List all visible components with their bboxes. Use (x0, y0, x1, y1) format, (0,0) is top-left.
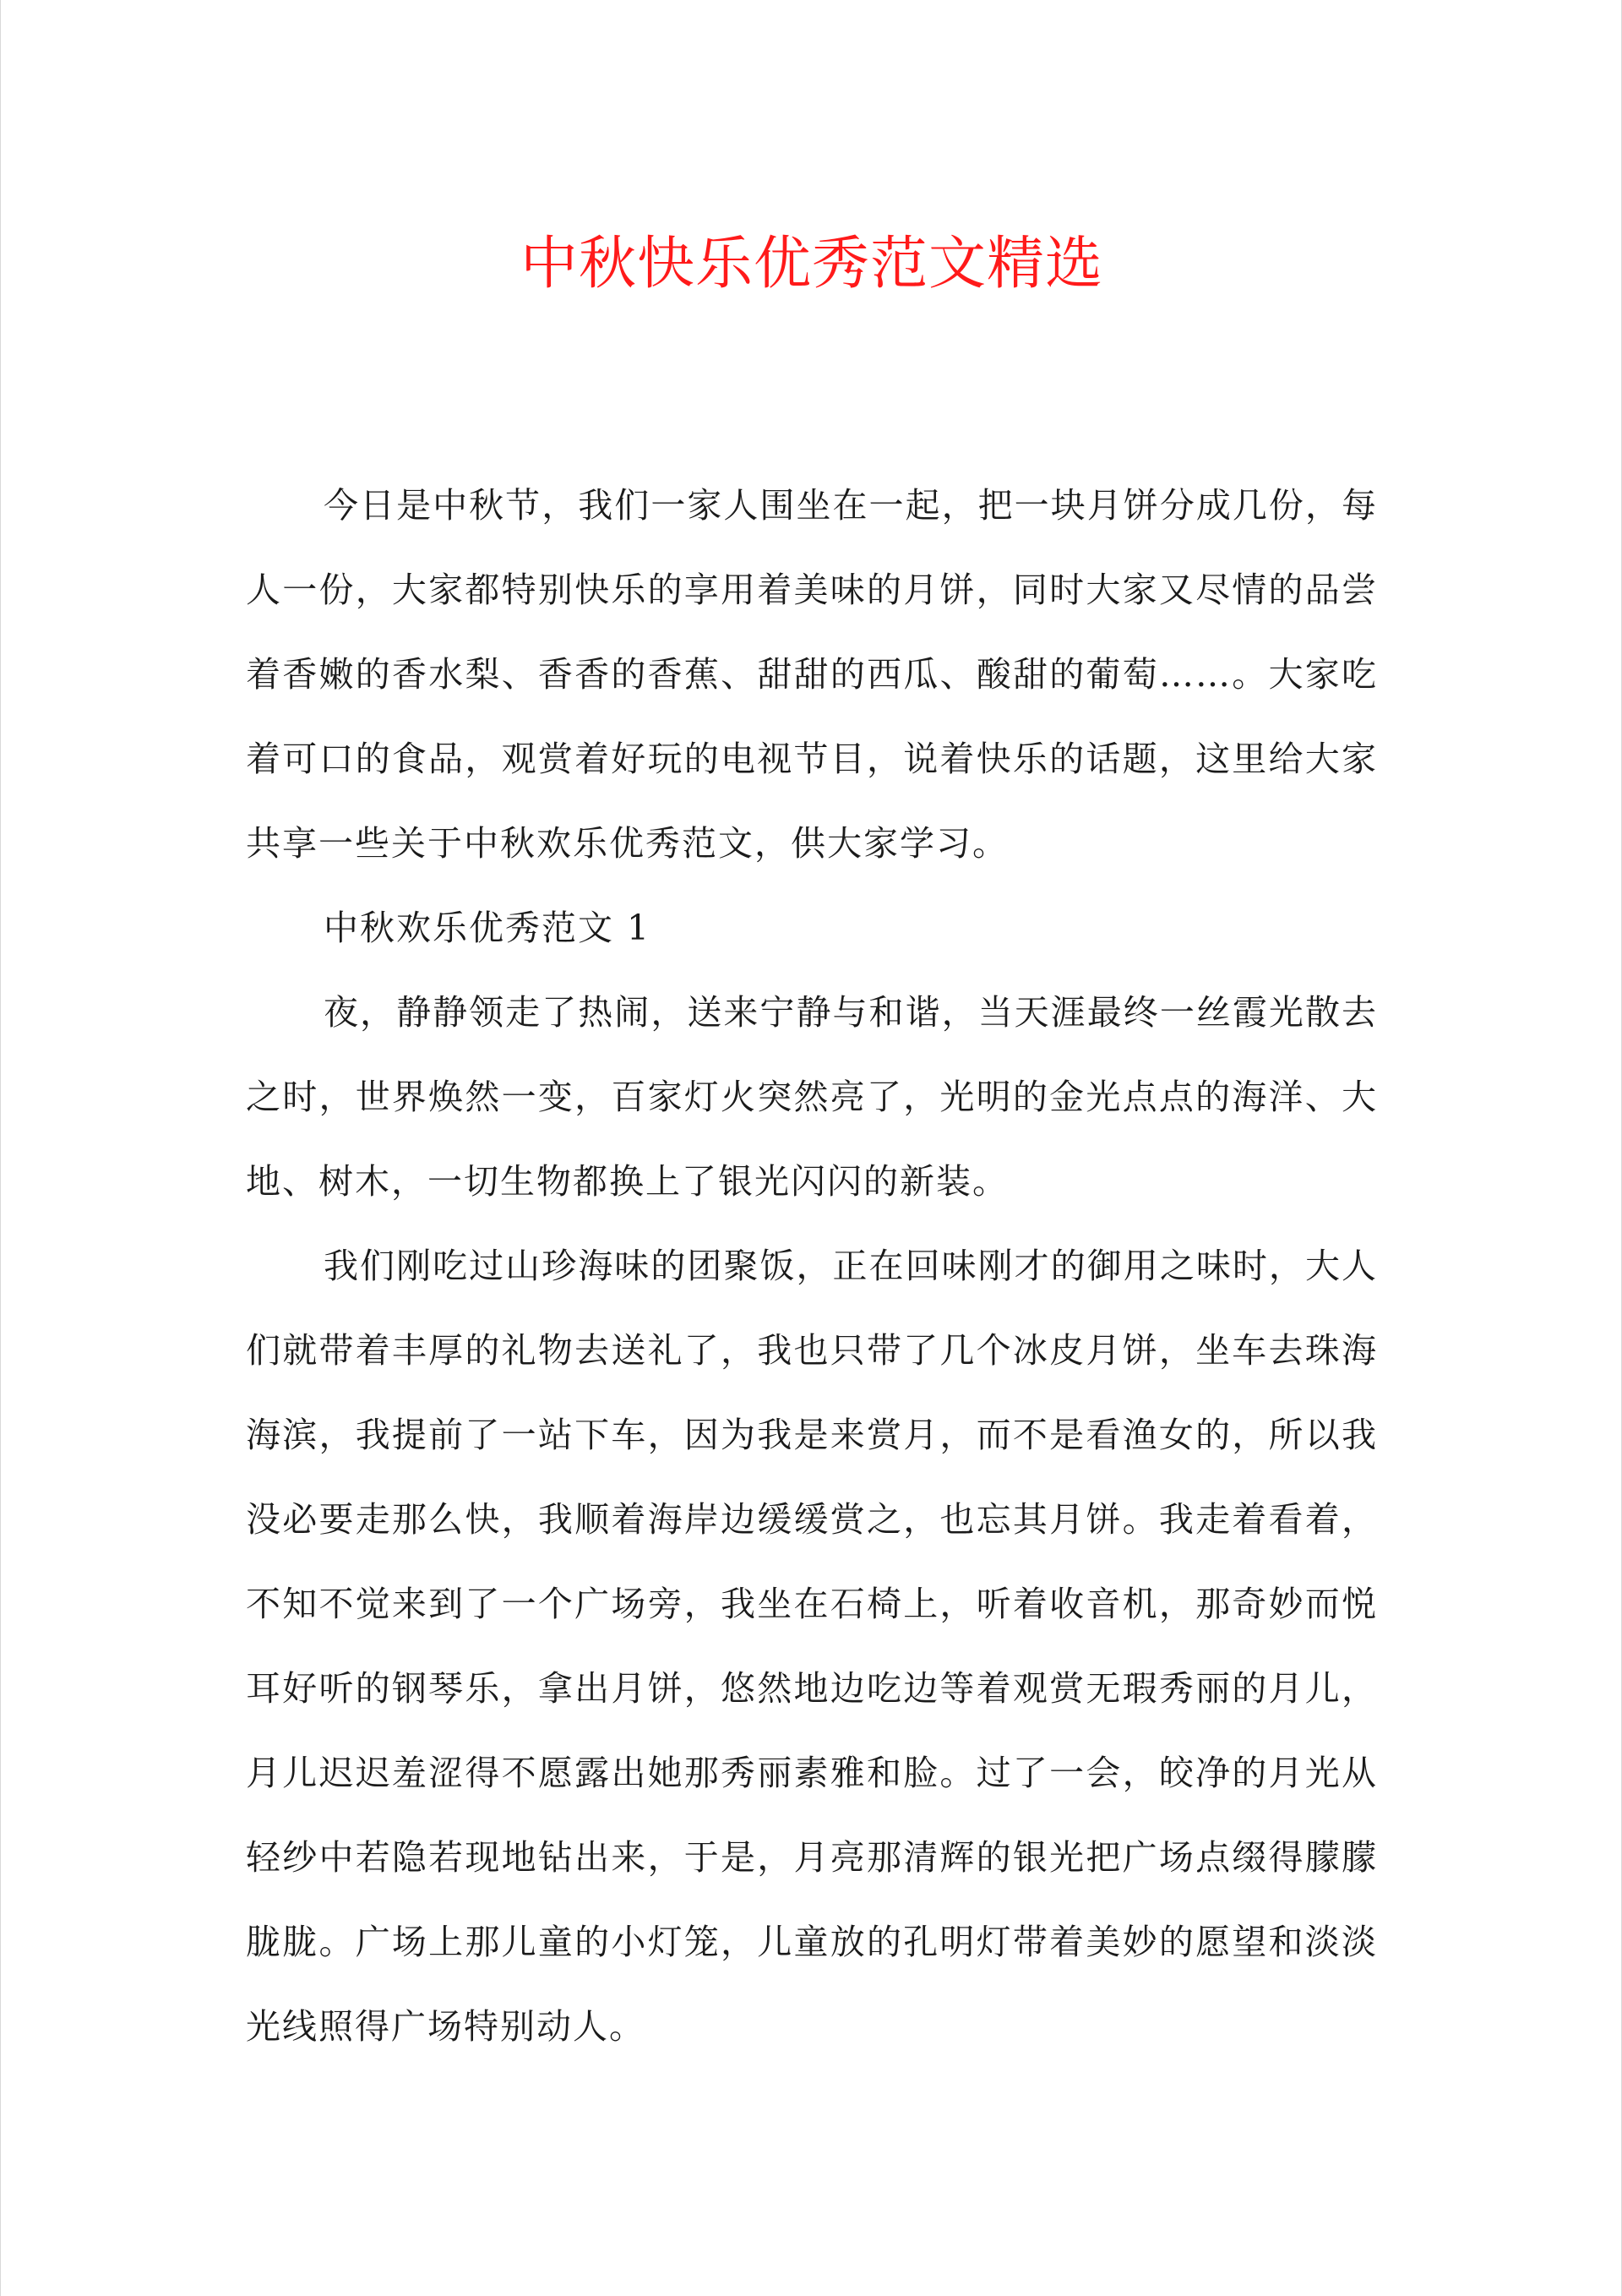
document-title: 中秋快乐优秀范文精选 (520, 231, 1103, 297)
section-heading-1: 中秋欢乐优秀范文 1 (324, 908, 651, 948)
document-body (246, 463, 1378, 2069)
intro-paragraph: 今日是中秋节，我们一家人围坐在一起，把一块月饼分成几份，每人一份，大家都特别快乐的享用着美味的月饼，同时大家又尽情的品尝着香嫩的香水梨、香香的香蕉、甜甜的西瓜、酸甜的葡萄……。大家吃着可口的食品，观赏着好玩的电视节目，说着快乐的话题，这里给大家共享一些关于中秋欢乐优秀范文，供大家学习。 (246, 485, 1378, 864)
essay-paragraph-1: 夜，静静领走了热闹，送来宁静与和谐，当天涯最终一丝霞光散去之时，世界焕然一变，百家灯火突然亮了，光明的金光点点的海洋、大地、树木，一切生物都换上了银光闪闪的新装。 (246, 992, 1378, 1202)
essay-paragraph-2: 我们刚吃过山珍海味的团聚饭，正在回味刚才的御用之味时，大人们就带着丰厚的礼物去送礼了，我也只带了几个冰皮月饼，坐车去珠海海滨，我提前了一站下车，因为我是来赏月，而不是看渔女的，所以我没必要走那么快，我顺着海岸边缓缓赏之，也忘其月饼。我走着看着，不知不觉来到了一个广场旁，我坐在石椅上，听着收音机，那奇妙而悦耳好听的钢琴乐，拿出月饼，悠然地边吃边等着观赏无瑕秀丽的月儿，月儿迟迟羞涩得不愿露出她那秀丽素雅和脸。过了一会，皎净的月光从轻纱中若隐若现地钻出来，于是，月亮那清辉的银光把广场点缀得朦朦胧胧。广场上那儿童的小灯笼，儿童放的孔明灯带着美妙的愿望和淡淡光线照得广场特别动人。 (246, 1246, 1378, 2047)
